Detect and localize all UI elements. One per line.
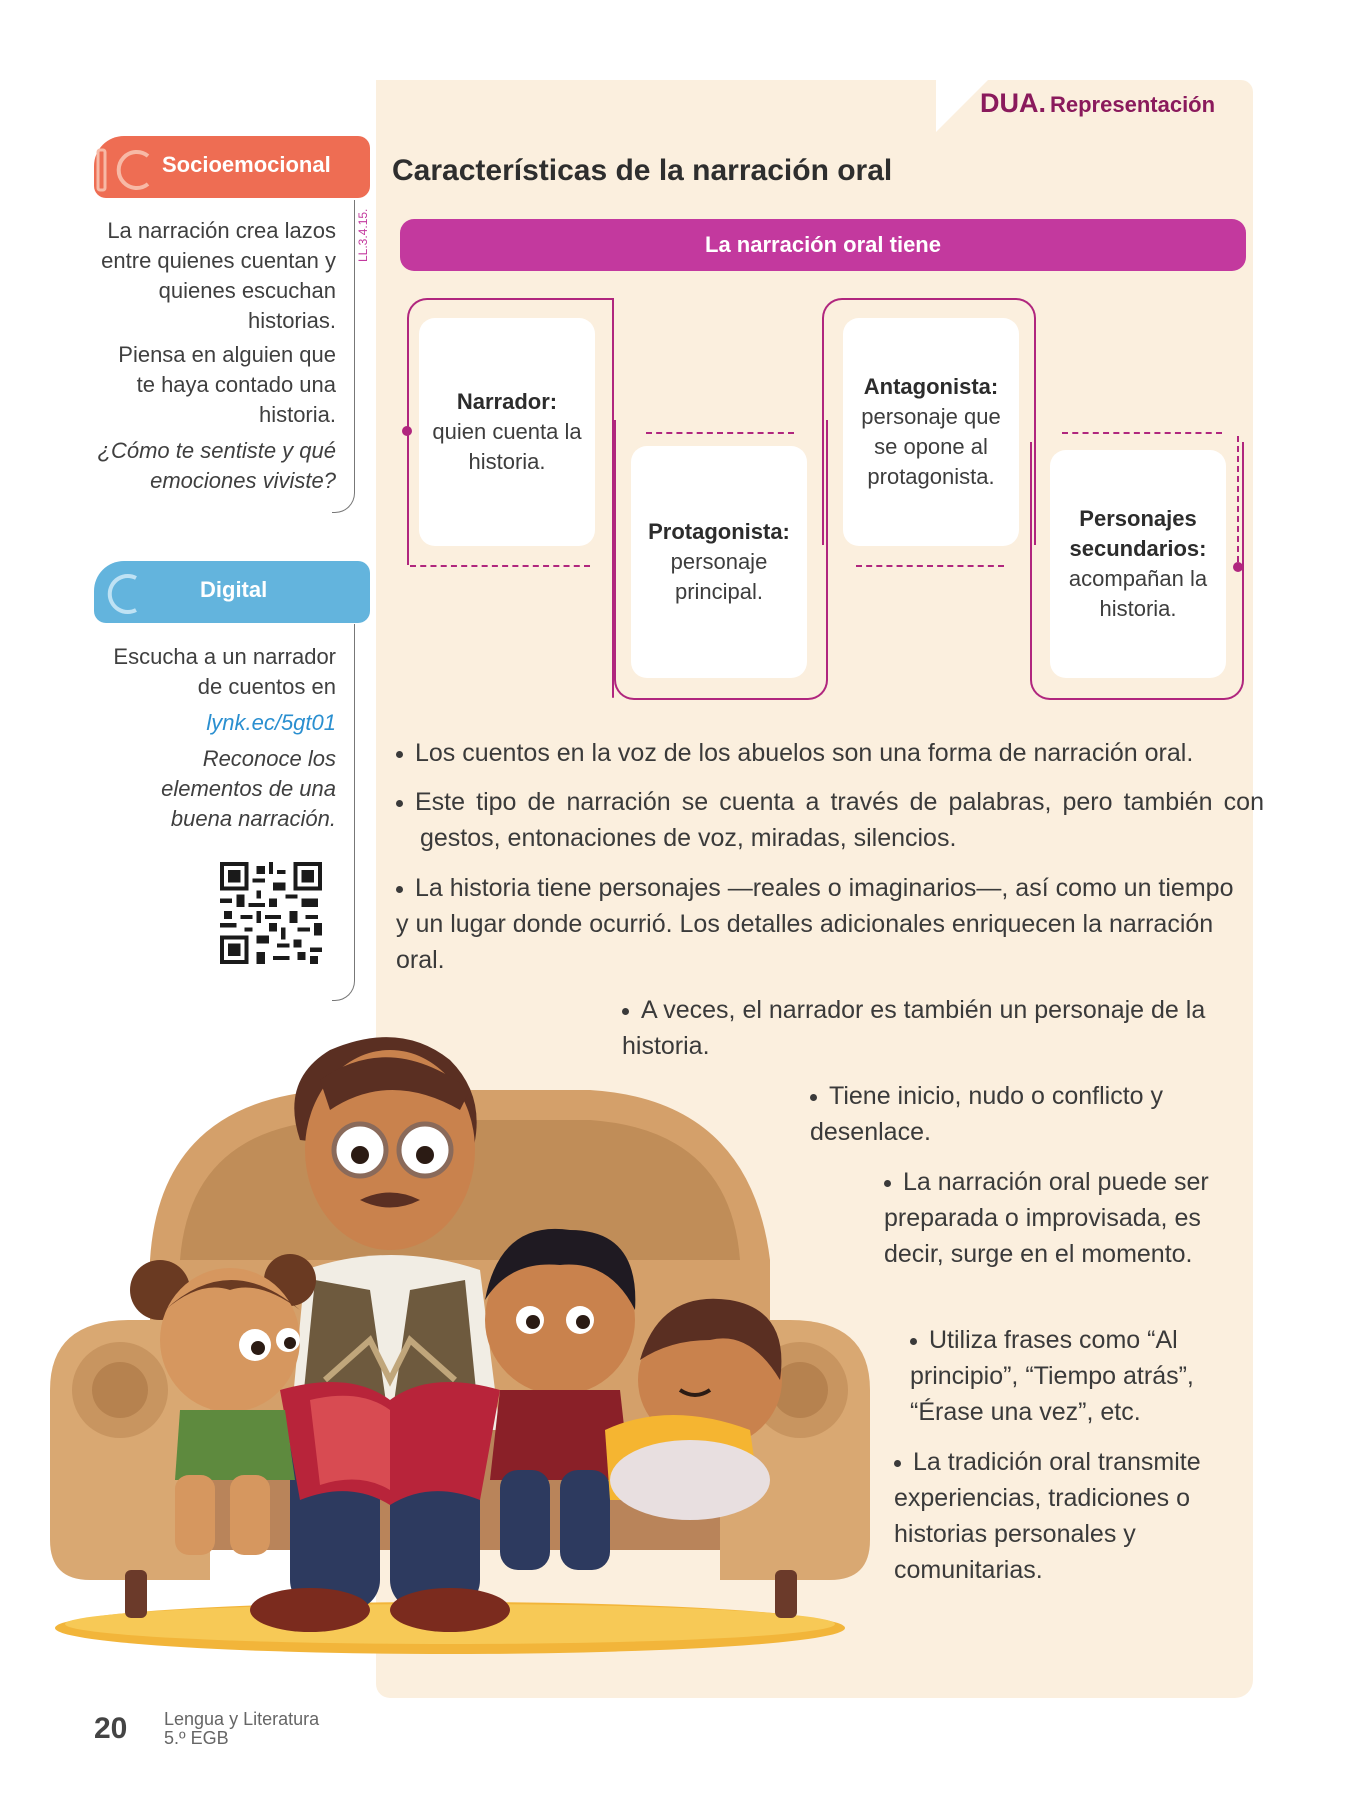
- list-item-text: Tiene inicio, nudo o conflicto y desenlace.: [810, 1082, 1163, 1146]
- card-title: Antagonista:: [863, 374, 999, 399]
- qr-code-icon[interactable]: [220, 862, 322, 964]
- list-item: [884, 1164, 1234, 1272]
- bullet-icon: [894, 1460, 901, 1467]
- card-text: personaje principal.: [670, 549, 768, 604]
- card-text: acompañan la historia.: [1068, 566, 1208, 621]
- storytelling-illustration: [30, 960, 890, 1660]
- digital-paragraph-1: Escucha a un narrador de cuentos en: [113, 644, 336, 699]
- list-item-text: La narración oral puede ser preparada o improvisada, es decir, surge en el momento.: [884, 1168, 1209, 1268]
- bullet-icon: [396, 800, 403, 807]
- digital-paragraph-2: Reconoce los elementos de una buena narración.: [161, 746, 336, 831]
- curriculum-code: LL.3.4.15.: [356, 208, 370, 262]
- card-title: Protagonista:: [648, 519, 790, 544]
- connector-dash: [856, 565, 1004, 567]
- digital-link[interactable]: lynk.ec/5gt01: [206, 710, 336, 735]
- list-item: [396, 784, 1264, 856]
- socioemocional-label: Socioemocional: [162, 152, 331, 177]
- list-item: [396, 735, 1240, 771]
- socio-paragraph-1: La narración crea lazos entre quienes cuentan y quienes escuchan historias.: [101, 218, 336, 333]
- card-narrador: [419, 318, 595, 546]
- list-item-text: Utiliza frases como “Al principio”, “Tiempo atrás”, “Érase una vez”, etc.: [910, 1326, 1194, 1426]
- dua-label-bold: DUA.: [980, 88, 1046, 118]
- card-text: personaje que se opone al protagonista.: [861, 404, 1001, 489]
- card-title: Narrador:: [456, 389, 558, 414]
- bullet-icon: [396, 751, 403, 758]
- subject-name: Lengua y Literatura: [164, 1709, 320, 1729]
- list-item-text: La historia tiene personajes —reales o imaginarios—, así como un tiempo y un lugar donde ocurrió. Los detalles adicionales enriquecen la narración oral.: [396, 874, 1234, 974]
- card-secundarios: [1050, 450, 1226, 678]
- socio-question: ¿Cómo te sentiste y qué emociones viviste?: [97, 438, 336, 493]
- dua-label: [980, 88, 1215, 119]
- list-item-text: A veces, el narrador es también un personaje de la historia.: [622, 996, 1206, 1060]
- list-item-text: La tradición oral transmite experiencias, tradiciones o historias personales y comunitarias.: [894, 1448, 1201, 1584]
- digital-label: Digital: [200, 577, 268, 602]
- list-item-text: Este tipo de narración se cuenta a través de palabras, pero también con gestos, entonaciones de voz, miradas, silencios.: [415, 788, 1264, 852]
- page-number: 20: [94, 1712, 128, 1745]
- connector-dash: [407, 436, 409, 556]
- digital-logo-icon: [96, 570, 146, 618]
- list-item: [910, 1322, 1235, 1430]
- diagram-header: La narración oral tiene: [400, 219, 1246, 271]
- bullet-icon: [910, 1338, 917, 1345]
- ic-logo-icon: [96, 146, 160, 194]
- list-item: [894, 1444, 1229, 1588]
- connector-dot: [402, 426, 412, 436]
- connector-dash: [410, 565, 590, 567]
- card-title: Personajes secundarios:: [1069, 506, 1207, 561]
- connector-dash: [1062, 432, 1222, 434]
- dua-label-text: Representación: [1050, 92, 1216, 117]
- page-title: Características de la narración oral: [392, 154, 893, 187]
- grade-name: 5.º EGB: [164, 1728, 229, 1748]
- socio-paragraph-2: Piensa en alguien que te haya contado una historia.: [118, 342, 336, 427]
- list-item-text: Los cuentos en la voz de los abuelos son una forma de narración oral.: [415, 739, 1194, 767]
- card-text: quien cuenta la historia.: [432, 419, 582, 474]
- page-subject: [164, 1710, 319, 1748]
- bullet-icon: [396, 886, 403, 893]
- card-protagonista: [631, 446, 807, 678]
- card-antagonista: [843, 318, 1019, 546]
